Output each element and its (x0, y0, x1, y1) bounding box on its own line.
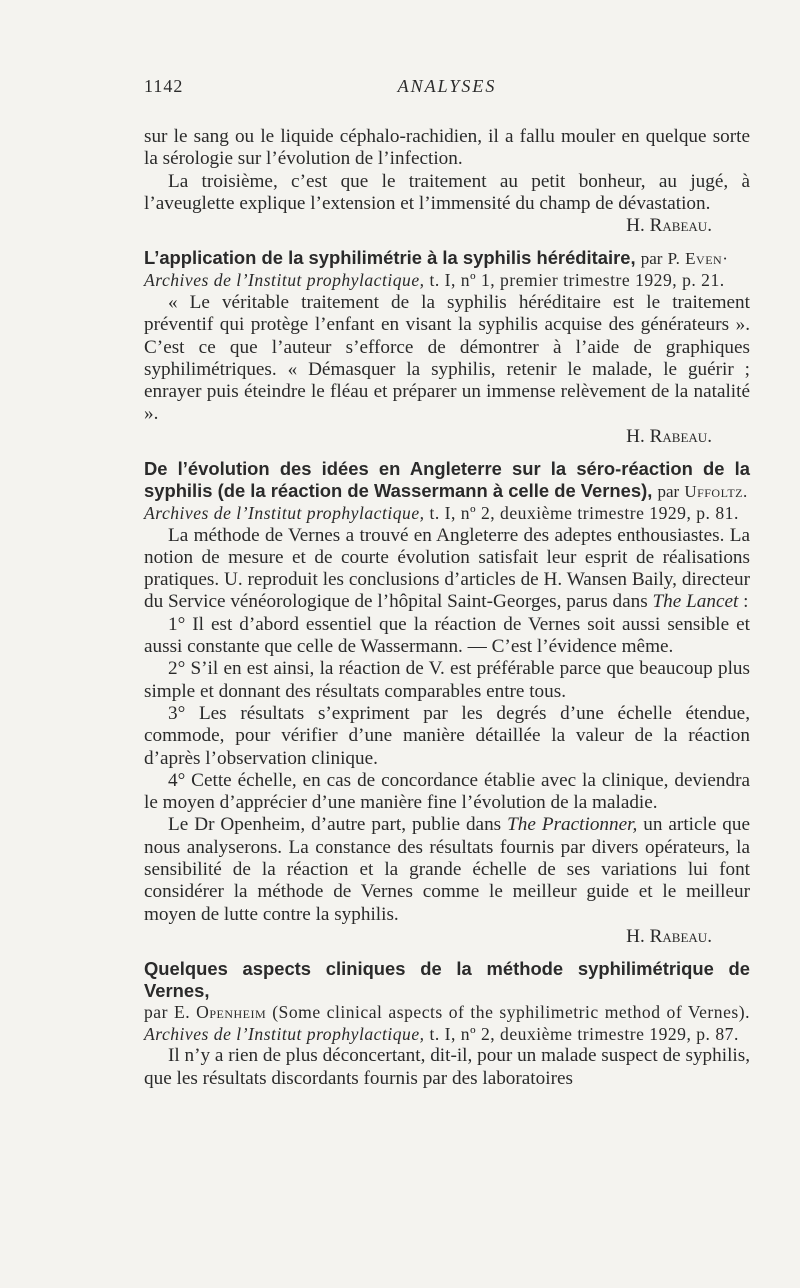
article-1-author: P. Even· (667, 249, 729, 269)
article-2-journal: Archives de l’Institut prophylactique, (144, 503, 425, 524)
article-2-paragraph-6 (144, 814, 750, 925)
signature-text: H. Rabeau. (626, 425, 712, 447)
article-2-reference: t. I, nº 2, deuxième trimestre 1929, p. 81. (429, 503, 739, 524)
article-3-journal: Archives de l’Institut prophylactique, (144, 1023, 425, 1044)
article-2-paragraph-3: 2° S’il en est ainsi, la réaction de V. est préférable parce que beaucoup plus simple et donnant des résultats comparables entre tous. (144, 658, 750, 702)
article-1-title: L’application de la syphilimétrie à la syphilis héréditaire, (144, 247, 636, 269)
running-title: ANALYSES (397, 76, 497, 96)
article-1-paragraph-1: « Le véritable traitement de la syphilis héréditaire est le traitement préventif qui protège l’enfant en visant la syphilis acquise des générateurs ». C’est ce que l’auteur s’efforce de démontrer à l’aide de graphiques syphilimétriques. « Démasquer la syphilis, retenir le malade, le guérir ; enrayer puis éteindre le fléau et préparer un immense relèvement de la natalité ». (144, 291, 750, 425)
article-2-paragraph-2: 1° Il est d’abord essentiel que la réaction de Vernes soit aussi sensible et aussi constante que celle de Wassermann. — C’est l’évidence même. (144, 613, 750, 658)
article-2-heading (144, 458, 750, 503)
page-header (144, 76, 750, 102)
article-3-title: Quelques aspects cliniques de la méthode syphilimétrique de Vernes, (144, 958, 750, 1002)
article-2-p1-journal: The Lancet (652, 591, 739, 613)
article-3-heading (144, 958, 750, 1002)
article-1-citation (144, 270, 750, 292)
article-3-by: par (144, 1002, 168, 1023)
article-2-author: Uffoltz. (684, 482, 748, 502)
article-3-reference: t. I, nº 2, deuxième trimestre 1929, p. 87. (429, 1023, 739, 1044)
article-2 (144, 458, 750, 948)
article-2-paragraph-1 (144, 525, 750, 614)
article-2-title: De l’évolution des idées en Angleterre sur la séro-réaction de la syphilis (de la réaction de Wassermann à celle de Vernes), (144, 458, 750, 502)
article-2-p6-text: Le Dr Openheim, d’autre part, publie dans (168, 814, 502, 836)
page-body (144, 126, 750, 1090)
article-1 (144, 247, 750, 448)
signature-text: H. Rabeau. (626, 925, 712, 947)
article-2-paragraph-4: 3° Les résultats s’expriment par les degrés d’une échelle étendue, commode, pour vérifier d’une manière détaillée la valeur de la réaction d’après l’observation clinique. (144, 702, 750, 769)
article-3-paragraph-1: Il n’y a rien de plus déconcertant, dit-il, pour un malade suspect de syphilis, que les résultats discordants fournis par des laboratoires (144, 1045, 750, 1089)
article-3-author: E. Openheim (173, 1002, 267, 1023)
article-1-signature (144, 426, 750, 448)
article-3-english-title: (Some clinical aspects of the syphilimetric method of Vernes). (272, 1002, 751, 1023)
article-1-heading (144, 247, 750, 270)
article-1-by: par (640, 249, 663, 269)
intro-signature (144, 215, 750, 237)
article-2-signature (144, 926, 750, 948)
intro-paragraph-2: La troisième, c’est que le traitement au petit bonheur, au jugé, à l’aveuglette explique l’extension et l’immensité du champ de dévastation. (144, 170, 750, 214)
article-1-journal: Archives de l’Institut prophylactique, (144, 270, 425, 291)
signature-text: H. Rabeau. (626, 215, 712, 237)
intro-paragraph-1: sur le sang ou le liquide céphalo-rachidien, il a fallu mouler en quelque sorte la sérologie sur l’évolution de l’infection. (144, 126, 750, 170)
article-2-paragraph-5: 4° Cette échelle, en cas de concordance établie avec la clinique, deviendra le moyen d’apprécier d’une manière fine l’évolution de la maladie. (144, 769, 750, 814)
article-2-p1-text: La méthode de Vernes a trouvé en Angleterre des adeptes enthousiastes. La notion de mesure et de courte évolution satisfait leur esprit de réalisations pratiques. U. reproduit les conclusions d’articles de H. Wansen Baily, directeur du Service vénéorologique de l’hôpital Saint-Georges, parus dans (144, 524, 750, 613)
article-3 (144, 958, 750, 1090)
article-2-p6-after: un article que nous analyserons. La constance des résultats fournis par divers opérateurs, la sensibilité de la réaction et la grande échelle de ses variations lui font considérer la méthode de Vernes comme le meilleur guide et le meilleur moyen de lutte contre la syphilis. (144, 814, 751, 925)
article-1-reference: t. I, nº 1, premier trimestre 1929, p. 21. (429, 270, 725, 291)
page-number: 1142 (144, 76, 184, 96)
article-2-by: par (657, 482, 680, 502)
article-2-citation (144, 503, 750, 525)
article-3-citation (144, 1002, 750, 1045)
article-2-p6-journal: The Practionner, (507, 814, 638, 836)
article-2-p1-after: : (743, 591, 749, 613)
